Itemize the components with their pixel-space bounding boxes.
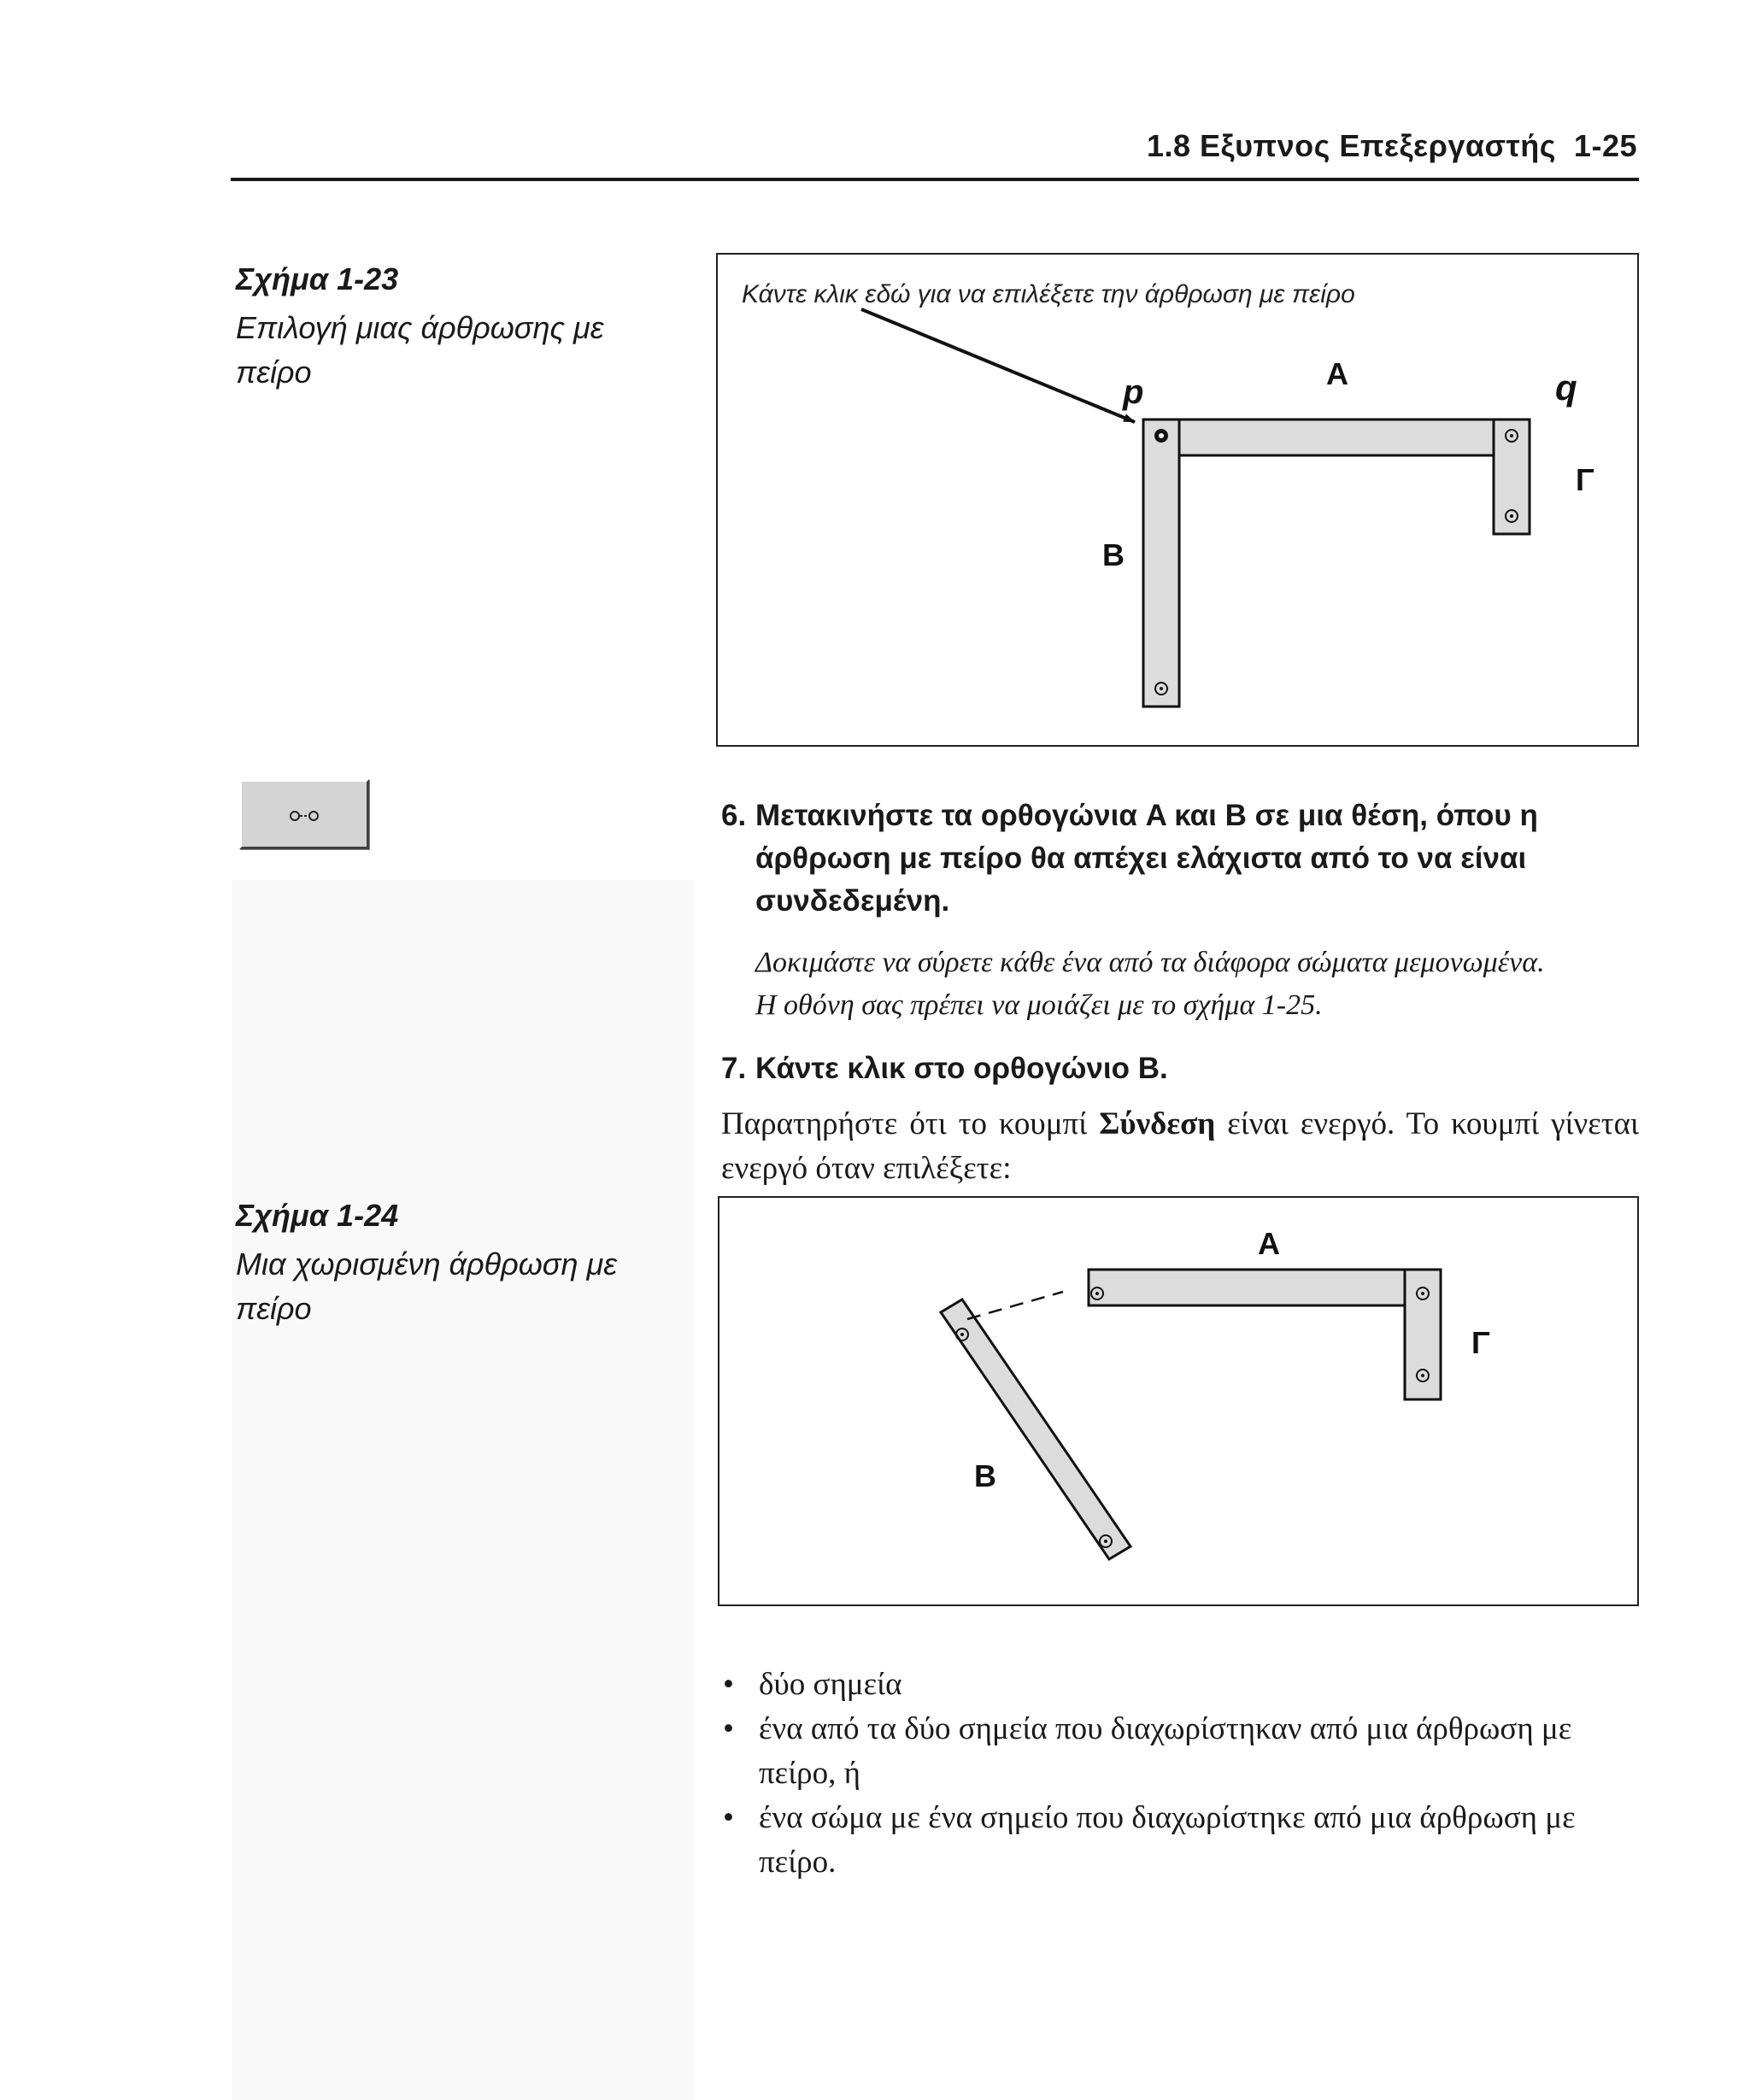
label-b: B [974,1458,996,1493]
step-7 [721,1047,1644,1090]
step-7-text: Κάντε κλικ στο ορθογώνιο B. [755,1052,1168,1085]
header-rule [231,178,1639,181]
list-item-text: ένα σώμα με ένα σημείο που διαχωρίστηκε από μια άρθρωση με πείρο. [759,1800,1576,1880]
label-a: A [1258,1226,1280,1261]
paragraph-text-after: είναι ενεργό. Το κουμπί γίνεται ενεργό όταν επιλέξετε: [721,1106,1640,1186]
step-6 [721,795,1644,923]
bullet-marker: • [723,1667,734,1702]
pin-joint-button[interactable] [239,779,369,849]
paragraph-text-before: Παρατηρήστε ότι το κουμπί [721,1106,1100,1141]
bullet-marker: • [723,1800,734,1835]
figure-24-drawing [719,1198,1641,1608]
pin-b-bottom-center [1160,687,1163,690]
pointer-arrow [861,309,1135,422]
step-6-note-line-2: Η οθόνη σας πρέπει να μοιάζει με το σχήμα 1-25. [755,989,1323,1021]
label-b: B [1102,537,1125,572]
pin-g-bottom-center [1510,514,1513,518]
pin-g-top-center [1421,1292,1424,1295]
step-6-number: 6. [721,799,747,832]
list-item [723,1707,1641,1796]
rectangle-a[interactable] [1089,1270,1430,1305]
separation-dashed-line [967,1292,1063,1319]
list-item-text: ένα από τα δύο σημεία που διαχωρίστηκαν από μια άρθρωση με πείρο, ή [759,1711,1572,1791]
selected-pin-center [1159,433,1164,438]
pin-q-center [1510,434,1513,437]
rectangle-g[interactable] [1405,1270,1441,1399]
pin-g-bottom-center [1421,1374,1424,1377]
pin-a-left-center [1095,1292,1099,1295]
list-item [723,1663,1641,1707]
figure-23-instruction: Κάντε κλικ εδώ για να επιλέξετε την άρθρωση με πείρο [742,280,1355,308]
bullet-marker: • [723,1711,734,1746]
figure-23-caption: Επιλογή μιας άρθρωσης με πείρο [236,310,604,390]
rectangle-b[interactable] [1143,419,1179,707]
body-paragraph [721,1102,1639,1191]
figure-23 [716,253,1639,747]
step-6-note-line-1: Δοκιμάστε να σύρετε κάθε ένα από τα διάφορα σώματα μεμονωμένα. [755,947,1545,978]
pin-joint-icon [242,782,367,847]
figure-23-drawing [718,255,1641,748]
figure-24-label: Σχήμα 1-24 [236,1198,399,1233]
pin-b-bottom-center [1104,1540,1107,1543]
pin-b-top-center [960,1333,964,1336]
list-item [723,1796,1641,1885]
bullet-list [723,1663,1641,1885]
figure-24 [718,1196,1639,1606]
label-g: Γ [1576,462,1594,497]
step-6-text: Μετακινήστε τα ορθογώνια A και B σε μια θέση, όπου η άρθρωση με πείρο θα απέχει ελάχιστα από το να είναι συνδεδεμένη. [755,799,1538,918]
label-g: Γ [1471,1325,1490,1360]
figure-23-label: Σχήμα 1-23 [236,261,399,296]
step-6-note [755,941,1644,1027]
rectangle-a[interactable] [1152,419,1494,455]
label-q: q [1555,367,1577,408]
figure-24-caption: Μια χωρισμένη άρθρωση με πείρο [236,1247,618,1326]
running-header: 1.8 Εξυπνος Επεξεργαστής 1-25 [1146,128,1637,163]
step-7-number: 7. [721,1052,747,1085]
paragraph-bold-term: Σύνδεση [1099,1106,1216,1141]
sidebar-background [232,880,694,2100]
rectangle-b[interactable] [941,1299,1130,1559]
label-p: p [1123,373,1144,411]
label-a: A [1326,356,1348,391]
list-item-text: δύο σημεία [759,1667,902,1702]
